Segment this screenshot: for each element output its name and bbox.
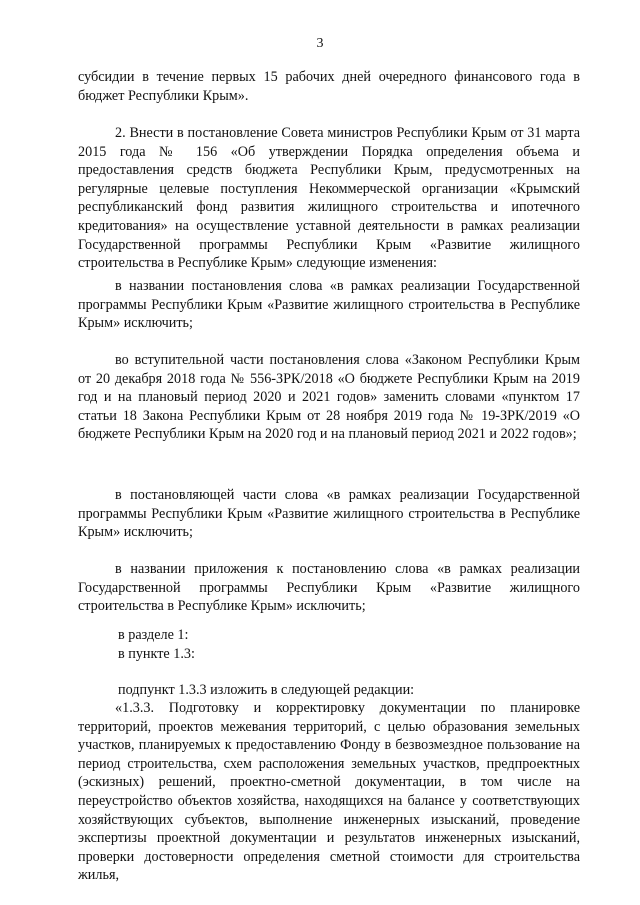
page-number: 3 [316,36,324,51]
paragraph-resolution-title-change: в названии постановления слова «в рамках реализации Государственной программы Республики Крым «Развитие жилищного строительства в Республике Крым» исключить; [78,278,580,332]
paragraph-subitem-1-3-3: «1.3.3. Подготовку и корректировку документации по планировке территорий, проектов межевания территорий, с целью образования земельных участков, планируемых к предоставлению Фонду в безвозмездное пользование на период строительства, схем расположения земельных участков, предпроектных (эскизных) решений, проектно-сметной документации, в том числе на переустройство объектов хозяйства, находящихся на балансе у соответствующих хозяйствующих субъектов, выполнение инженерных изысканий, проведение экспертизы проектной документации и результатов инженерных изысканий, проверки достоверности определения сметной стоимости для строительства жилья, [78,700,580,884]
paragraph-appendix-title-change: в названии приложения к постановлению слова «в рамках реализации Государственной программы Республики Крым «Развитие жилищного строительства в Республике Крым» исключить; [78,561,580,615]
paragraph-subsidy-end: субсидии в течение первых 15 рабочих дней очередного финансового года в бюджет Республики Крым». [78,69,580,104]
paragraph-section-1: в разделе 1: [118,627,189,643]
paragraph-item-1-3: в пункте 1.3: [118,646,195,662]
paragraph-subitem-intro: подпункт 1.3.3 изложить в следующей редакции: [118,682,415,698]
paragraph-amendment-intro: 2. Внести в постановление Совета министров Республики Крым от 31 марта 2015 года № 156 «Об утверждении Порядка определения объема и предоставления средств бюджета Республики Крым, предусмотренных на регулярные целевые поступления Некоммерческой организации «Крымский республиканский фонд развития жилищного строительства и ипотечного кредитования» на осуществление уставной деятельности в рамках реализации Государственной программы Республики Крым «Развитие жилищного строительства в Республике Крым» следующие изменения: [78,125,580,272]
paragraph-preamble-change: во вступительной части постановления слова «Законом Республики Крым от 20 декабря 2018 года № 556-ЗРК/2018 «О бюджете Республики Крым на 2019 год и на плановый период 2020 и 2021 годов» заменить словами «пунктом 17 статьи 18 Закона Республики Крым от 28 ноября 2019 года № 19-ЗРК/2019 «О бюджете Республики Крым на 2020 год и на плановый период 2021 и 2022 годов»; [78,352,580,443]
paragraph-operative-part-change: в постановляющей части слова «в рамках реализации Государственной программы Республики Крым «Развитие жилищного строительства в Республике Крым» исключить; [78,487,580,541]
